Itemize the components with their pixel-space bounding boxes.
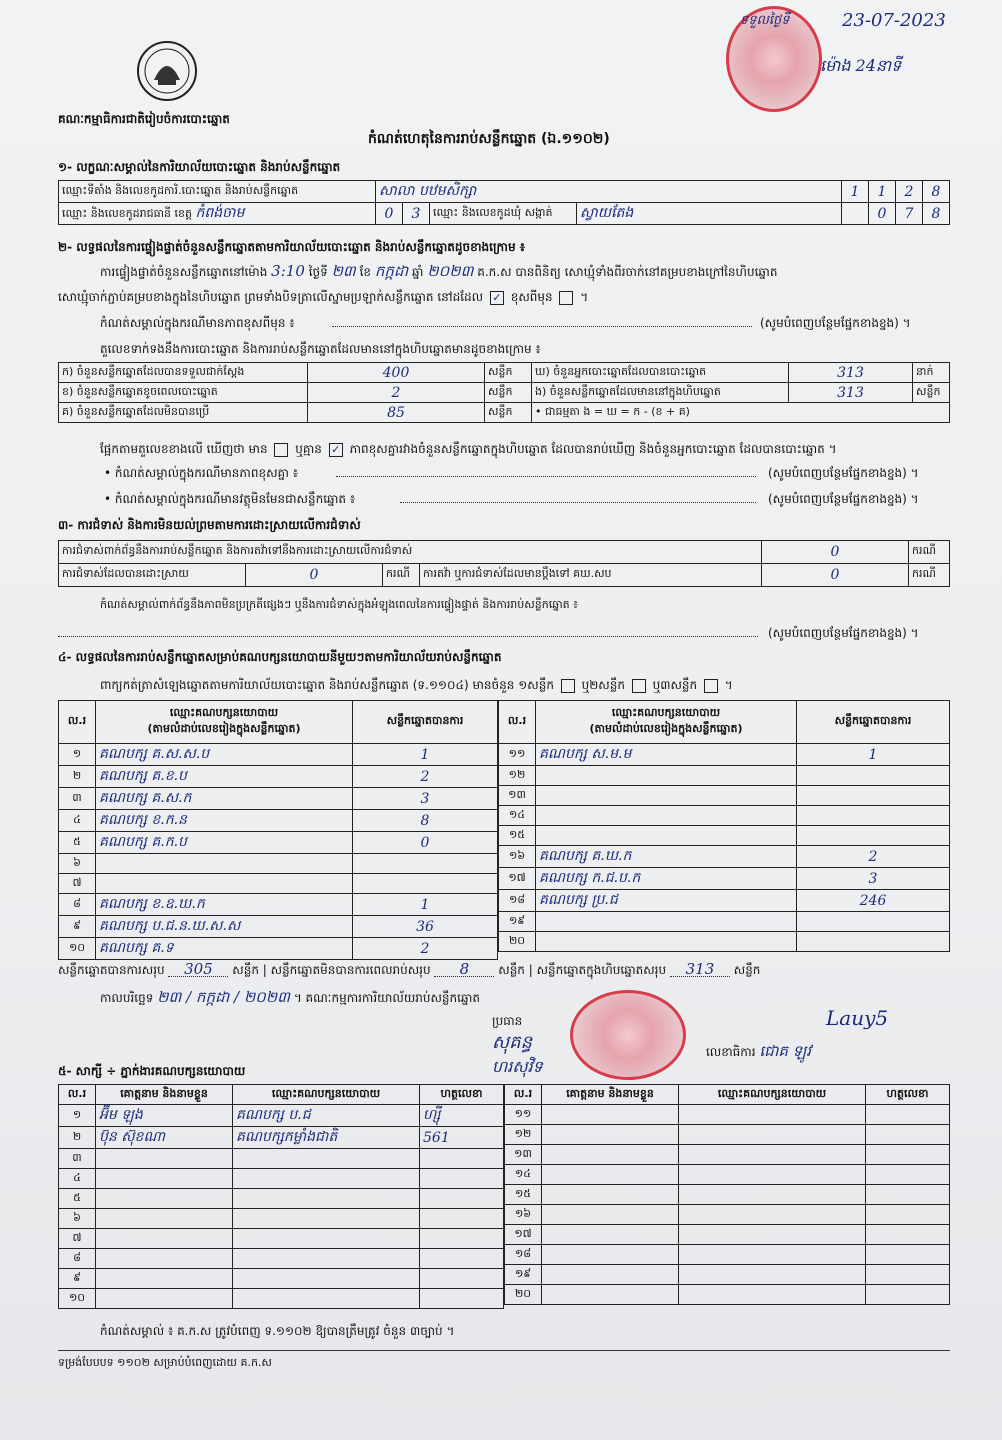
table-row [505, 1265, 950, 1285]
stamp-label: ទទួលថ្ងៃទី [740, 13, 790, 28]
party-name: គណបក្ស គ.ទ [96, 938, 353, 960]
table-row [59, 1189, 504, 1209]
row-no: ១៩ [505, 1265, 542, 1285]
fig-e-value: 313 [789, 383, 913, 403]
witness-name [96, 1269, 233, 1289]
org-line: គណៈកម្មាធិការជាតិរៀបចំការបោះឆ្នោត [58, 112, 230, 126]
witness-name [542, 1165, 679, 1185]
fig-b-value: 2 [308, 383, 485, 403]
resolved-label: ការជំទាស់ដែលបានដោះស្រាយ [59, 564, 246, 587]
section2-heading: ២- លទ្ធផលនៃការផ្ទៀងផ្ទាត់ចំនួនសន្លឹកឆ្នោតតាមការិយាល័យបោះឆ្នោត និងរាប់សន្លឹកឆ្នោតដូចខាងក្រោម ៖ [58, 240, 526, 254]
col-votes: សន្លឹកឆ្នោតបានការ [353, 701, 498, 744]
row-no: ១០ [59, 1289, 96, 1309]
party-votes [353, 854, 498, 874]
col-party: ឈ្មោះគណបក្សនយោបាយ [679, 1085, 866, 1105]
witness-sign [866, 1265, 950, 1285]
row-no: ១៥ [499, 826, 536, 846]
row-no: ២ [59, 1127, 96, 1149]
section4-heading: ៤- លទ្ធផលនៃការរាប់សន្លឹកឆ្នោតសម្រាប់គណបក្សនយោបាយនីមួយៗតាមការិយាល័យរាប់សន្លឹកឆ្នោត [58, 650, 502, 664]
fig-a-unit: សន្លឹក [485, 363, 532, 383]
table-row [505, 1105, 950, 1125]
witness-name [542, 1265, 679, 1285]
row-no: ៣ [59, 1149, 96, 1169]
col-votes: សន្លឹកឆ្នោតបានការ [797, 701, 950, 744]
fig-a-label: ក) ចំនួនសន្លឹកឆ្នោតដែលបានទទួលជាក់ស្តែង [59, 363, 308, 383]
witness-name [96, 1289, 233, 1309]
row-no: ១ [59, 1105, 96, 1127]
party-votes: 1 [353, 894, 498, 916]
row-no: ១៣ [505, 1145, 542, 1165]
table-row [505, 1165, 950, 1185]
table-row [505, 1245, 950, 1265]
site-code-4: 8 [923, 181, 950, 203]
party-name [96, 854, 353, 874]
witness-name [542, 1105, 679, 1125]
results-table-right [498, 700, 950, 952]
verify-time: 3:10 [271, 262, 305, 280]
sheets-2-checkbox[interactable] [632, 679, 646, 693]
table-row [59, 766, 498, 788]
bullet-diff: • កំណត់សម្គាល់ក្នុងករណីមានភាពខុសគ្នា ៖ [104, 466, 299, 480]
row-no: ៥ [59, 1189, 96, 1209]
bullet-object: • កំណត់សម្គាល់ក្នុងករណីមានវត្ថុមិនមែនជាសន្លឹកឆ្នោត ៖ [104, 492, 356, 506]
witness-sign [866, 1185, 950, 1205]
table-row [505, 1125, 950, 1145]
sheets-1-checkbox[interactable] [561, 679, 575, 693]
row-no: ៦ [59, 1209, 96, 1229]
witness-party [679, 1205, 866, 1225]
witness-party [233, 1169, 420, 1189]
party-name: គណបក្ស ប្រ.ជ [536, 890, 797, 912]
total-box: 313 [670, 962, 730, 977]
col-no: ល.រ [505, 1085, 542, 1105]
party-name: គណបក្ស គ.ខ.ប [96, 766, 353, 788]
witness-party [679, 1285, 866, 1305]
resolved-unit: ករណី [383, 564, 420, 587]
secretary-name: ជោគ ឡូវ [759, 1042, 811, 1060]
row-no: ១១ [505, 1105, 542, 1125]
footer-divider [58, 1350, 950, 1351]
witness-sign [866, 1225, 950, 1245]
witness-party: គណបក្ស ប.ជ [233, 1105, 420, 1127]
row-no: ១០ [59, 938, 96, 960]
table-row [59, 1229, 504, 1249]
witness-name [96, 1189, 233, 1209]
witness-name [542, 1185, 679, 1205]
table-row [59, 832, 498, 854]
totals-line: សន្លឹកឆ្នោតបានការសរុប 305 សន្លឹក | សន្លឹកឆ្នោតមិនបានការពេលរាប់សរុប 8 សន្លឹក | សន្លឹកឆ្នោតក្នុងហិបឆ្នោតសរុប 313 សន្លឹក [58, 960, 761, 978]
witness-party [679, 1105, 866, 1125]
row-no: ៤ [59, 810, 96, 832]
commune-code-empty [842, 203, 869, 225]
row-no: ៤ [59, 1169, 96, 1189]
resolved-value: 0 [246, 564, 383, 587]
row-no: ១២ [499, 766, 536, 786]
fig-e-label: ង) ចំនួនសន្លឹកឆ្នោតដែលមាននៅក្នុងហិបឆ្នោត [532, 383, 789, 403]
stamp-date: 23-07-2023 [842, 10, 946, 31]
site-value: សាលា បឋមសិក្សា [376, 181, 842, 203]
witness-table-right [504, 1084, 950, 1305]
row-no: ១២ [505, 1125, 542, 1145]
row-no: ១៤ [499, 806, 536, 826]
table-row [59, 1289, 504, 1309]
party-votes [797, 766, 950, 786]
witness-name [96, 1169, 233, 1189]
row-no: ១ [59, 744, 96, 766]
row-no: ៣ [59, 788, 96, 810]
fig-e-unit: សន្លឹក [913, 383, 950, 403]
witness-name [542, 1285, 679, 1305]
same-checkbox[interactable]: ✓ [490, 291, 504, 305]
table-row [499, 766, 950, 786]
witness-party [233, 1189, 420, 1209]
witness-party [233, 1209, 420, 1229]
row-no: ១៩ [499, 912, 536, 932]
row-no: ៥ [59, 832, 96, 854]
party-name [96, 874, 353, 894]
discrepancy-yes-checkbox[interactable] [274, 443, 288, 457]
fig-c-label: គ) ចំនួនសន្លឹកឆ្នោតដែលមិនបានប្រើ [59, 403, 308, 423]
fig-d-unit: នាក់ [913, 363, 950, 383]
table-row [499, 826, 950, 846]
witness-name [96, 1209, 233, 1229]
site-code-1: 1 [842, 181, 869, 203]
diff-note-label: កំណត់សម្គាល់ក្នុងករណីមានភាពខុសពីមុន ៖ [100, 316, 295, 330]
table-row [59, 744, 498, 766]
witness-name: ប៊ុន ស៊ុខណា [96, 1127, 233, 1149]
table-row [59, 916, 498, 938]
site-code-2: 1 [869, 181, 896, 203]
witness-party [233, 1229, 420, 1249]
irregularity-suffix: (សូមបំពេញបន្ថែមផ្នែកខាងខ្នង) ។ [768, 626, 919, 640]
party-name: គណបក្ស គ.ស.ក [96, 788, 353, 810]
table-row [499, 806, 950, 826]
witness-sign [866, 1285, 950, 1305]
party-votes [797, 806, 950, 826]
form-title: កំណត់ហេតុនៃការរាប់សន្លឹកឆ្នោត (ឯ.១១០២) [368, 131, 610, 147]
col-name: គោត្តនាម និងនាមខ្លួន [542, 1085, 679, 1105]
objection-label: ការជំទាស់ពាក់ព័ន្ធនឹងការរាប់សន្លឹកឆ្នោត និងការតវ៉ាទៅនឹងការដោះស្រាយលើការជំទាស់ [59, 541, 762, 564]
table-row [499, 786, 950, 806]
party-name: គណបក្ស គ.ស.ស.ប [96, 744, 353, 766]
tally-sheets-line: ពាក្យកត់ត្រាសំឡេងឆ្នោតតាមការិយាល័យបោះឆ្នោត និងរាប់សន្លឹកឆ្នោត (ទ.១១០៤) មានចំនួន ១សន្លឹក ឬ២សន្លឹក ឬ៣សន្លឹក ។ [100, 678, 733, 692]
party-votes: 2 [797, 846, 950, 868]
stamp-extra: ម៉ោង 24នាទី [820, 56, 902, 75]
col-name: គោត្តនាម និងនាមខ្លួន [96, 1085, 233, 1105]
diff-note-suffix: (សូមបំពេញបន្ថែមផ្នែកខាងខ្នង) ។ [760, 316, 911, 330]
row-no: ៦ [59, 854, 96, 874]
section1-table [58, 180, 950, 225]
official-seal [570, 990, 686, 1080]
commune-code-2: 7 [896, 203, 923, 225]
party-name: គណបក្ស គ.ឃ.ក [536, 846, 797, 868]
row-no: ៧ [59, 874, 96, 894]
footer-text: ទម្រង់បែបបទ ១១០២ សម្រាប់បំពេញដោយ គ.ក.ស [58, 1356, 272, 1369]
section3-heading: ៣- ការជំទាស់ និងការមិនយល់ព្រមតាមការដោះស្រាយលើការជំទាស់ [58, 518, 361, 532]
table-row [59, 938, 498, 960]
province-code-1: 0 [376, 203, 403, 225]
party-name: គណបក្ស ក.ជ.ប.ក [536, 868, 797, 890]
witness-name [96, 1229, 233, 1249]
witness-sign [866, 1125, 950, 1145]
table-row [505, 1185, 950, 1205]
witness-sign [420, 1149, 504, 1169]
witness-party [679, 1165, 866, 1185]
witness-sign [420, 1189, 504, 1209]
fig-c-unit: សន្លឹក [485, 403, 532, 423]
col-party: ឈ្មោះគណបក្សនយោបាយ (តាមលំដាប់លេខរៀងក្នុងសន្លឹកឆ្នោត) [536, 701, 797, 744]
bullet-object-suffix: (សូមបំពេញបន្ថែមផ្នែកខាងខ្នង) ។ [768, 492, 919, 506]
nec-logo [136, 40, 198, 102]
secretary-signature: Lauy5 [826, 1006, 889, 1030]
row-no: ៩ [59, 1269, 96, 1289]
party-votes [797, 932, 950, 952]
province-code-2: 3 [403, 203, 430, 225]
witness-party [679, 1265, 866, 1285]
table-row [499, 846, 950, 868]
table-row [59, 1105, 504, 1127]
commune-label: ឈ្មោះ និងលេខកូដឃុំ សង្កាត់ [430, 203, 577, 225]
table-row [59, 894, 498, 916]
appeal-value: 0 [762, 564, 909, 587]
table-row [59, 810, 498, 832]
party-votes: 8 [353, 810, 498, 832]
fig-c-value: 85 [308, 403, 485, 423]
witness-sign [420, 1209, 504, 1229]
chair-signature: សុគន្ធ [492, 1032, 532, 1053]
table-row [499, 868, 950, 890]
bullet-diff-suffix: (សូមបំពេញបន្ថែមផ្នែកខាងខ្នង) ។ [768, 466, 919, 480]
fig-b-label: ខ) ចំនួនសន្លឹកឆ្នោតខូចពេលបោះឆ្នោត [59, 383, 308, 403]
witness-name [542, 1245, 679, 1265]
table-row [59, 1249, 504, 1269]
party-votes: 36 [353, 916, 498, 938]
verify-line-2: សោឃ្មុំចាក់ភ្ជាប់គម្របខាងក្នុងនៃហិបឆ្នោត ព្រមទាំងបិទត្រាលើស្នាមប្រឡាក់សន្លឹកឆ្នោត នៅដដែល ✓ ខុសពីមុន ។ [58, 290, 589, 304]
party-votes: 0 [353, 832, 498, 854]
table-row [499, 744, 950, 766]
row-no: ៨ [59, 894, 96, 916]
fig-d-value: 313 [789, 363, 913, 383]
row-no: ៧ [59, 1229, 96, 1249]
party-votes: 1 [353, 744, 498, 766]
witness-name [542, 1225, 679, 1245]
appeal-label: ការតវ៉ា ឬការជំទាស់ដែលមានប្តឹងទៅ គឃ.សប [420, 564, 762, 587]
verify-month: កក្កដា [374, 262, 409, 280]
party-name [536, 806, 797, 826]
party-votes: 1 [797, 744, 950, 766]
party-votes [797, 826, 950, 846]
row-no: ១១ [499, 744, 536, 766]
col-no: ល.រ [499, 701, 536, 744]
witness-name [96, 1249, 233, 1269]
party-name: គណបក្ស ស.ម.ម [536, 744, 797, 766]
witness-sign [866, 1245, 950, 1265]
row-no: ១៨ [499, 890, 536, 912]
col-party: ឈ្មោះគណបក្សនយោបាយ (តាមលំដាប់លេខរៀងក្នុងសន្លឹកឆ្នោត) [96, 701, 353, 744]
witness-name [96, 1149, 233, 1169]
sheets-3-checkbox[interactable] [704, 679, 718, 693]
col-sign: ហត្ថលេខា [420, 1085, 504, 1105]
table-row [499, 912, 950, 932]
row-no: ២០ [499, 932, 536, 952]
section5-heading: ៥- សាក្សី ÷ ភ្នាក់ងារគណបក្សនយោបាយ [58, 1064, 246, 1078]
party-votes [353, 874, 498, 894]
party-votes [797, 912, 950, 932]
commune-value: ស្វាយតែង [577, 203, 842, 225]
objection-value: 0 [762, 541, 909, 564]
table-row [59, 1149, 504, 1169]
table-row [499, 932, 950, 952]
row-no: ៩ [59, 916, 96, 938]
witness-sign [866, 1105, 950, 1125]
table-row [505, 1145, 950, 1165]
witness-sign: 561 [420, 1127, 504, 1149]
total-invalid: 8 [434, 962, 494, 977]
col-sign: ហត្ថលេខា [866, 1085, 950, 1105]
witness-sign [420, 1249, 504, 1269]
figures-table [58, 362, 950, 423]
col-no: ល.រ [59, 701, 96, 744]
table-row [499, 890, 950, 912]
row-no: ១៦ [499, 846, 536, 868]
table-row [59, 854, 498, 874]
verify-line-1: ការផ្ទៀងផ្ទាត់ចំនួនសន្លឹកឆ្នោតនៅម៉ោង 3:10 ថ្ងៃទី ២៣ ខែ កក្កដា ឆ្នាំ ២០២៣ គ.ក.ស បានពិនិត្យ សោឃ្មុំទាំងពីរចាក់នៅគម្របខាងក្រៅនៃហិបឆ្នោត [100, 262, 778, 280]
party-votes: 2 [353, 938, 498, 960]
table-row [59, 1127, 504, 1149]
table-row [59, 1209, 504, 1229]
fig-b-unit: សន្លឹក [485, 383, 532, 403]
party-votes: 3 [797, 868, 950, 890]
witness-party [233, 1289, 420, 1309]
date-line: កាលបរិច្ឆេទ ២៣ / កក្កដា / ២០២៣ ។ គណៈកម្មការការិយាល័យរាប់សន្លឹកឆ្នោត [100, 988, 480, 1006]
party-name [536, 826, 797, 846]
witness-name: អ៊ឹម ឡុង [96, 1105, 233, 1127]
party-name: គណបក្ស គ.ក.ប [96, 832, 353, 854]
secretary-line: លេខាធិការ ជោគ ឡូវ [706, 1042, 811, 1060]
fig-a-value: 400 [308, 363, 485, 383]
commune-code-3: 8 [923, 203, 950, 225]
witness-sign [866, 1165, 950, 1185]
party-votes: 246 [797, 890, 950, 912]
col-party: ឈ្មោះគណបក្សនយោបាយ [233, 1085, 420, 1105]
witness-party [679, 1185, 866, 1205]
site-code-3: 2 [896, 181, 923, 203]
verify-year: ២០២៣ [427, 262, 474, 280]
total-valid: 305 [168, 962, 228, 977]
witness-party [233, 1249, 420, 1269]
col-no: ល.រ [59, 1085, 96, 1105]
party-name: គណបក្ស ប.ជ.ន.ឃ.ស.ស [96, 916, 353, 938]
irregularity-note: កំណត់សម្គាល់ពាក់ព័ន្ធនឹងភាពមិនប្រក្រតីផ្សេងៗ ឬនឹងការជំទាស់ក្នុងអំឡុងពេលនៃការផ្ទៀងផ្ទាត់ និងការរាប់សន្លឹកឆ្នោត ៖ [100, 598, 578, 611]
row-no: ១៧ [505, 1225, 542, 1245]
row-no: ១៤ [505, 1165, 542, 1185]
table-row [59, 1169, 504, 1189]
witness-sign [420, 1289, 504, 1309]
table-row [59, 788, 498, 810]
party-name: គណបក្ស ខ.ក.ន [96, 810, 353, 832]
site-label: ឈ្មោះទីតាំង និងលេខកូដការិ.បោះឆ្នោត និងរាប់សន្លឹកឆ្នោត [59, 181, 376, 203]
party-votes: 2 [353, 766, 498, 788]
table-row [505, 1205, 950, 1225]
discrepancy-line: ផ្អែកតាមតួលេខខាងលើ ឃើញថា មាន ឬគ្មាន ✓ ភាពខុសគ្នារវាងចំនួនសន្លឹកឆ្នោតក្នុងហិបឆ្នោត ដែលបានរាប់ឃើញ និងចំនួនអ្នកបោះឆ្នោត ដែលបានបោះឆ្នោត ។ [100, 442, 837, 456]
commune-code-1: 0 [869, 203, 896, 225]
date-value: ២៣ / កក្កដា / ២០២៣ [157, 988, 290, 1006]
witness-party [679, 1245, 866, 1265]
witness-sign [420, 1269, 504, 1289]
witness-party [233, 1149, 420, 1169]
row-no: ១៧ [499, 868, 536, 890]
witness-party [233, 1269, 420, 1289]
table-row [59, 1269, 504, 1289]
row-no: ១៨ [505, 1245, 542, 1265]
witness-name [542, 1145, 679, 1165]
province-value: កំពង់ចាម [195, 205, 245, 221]
witness-sign [866, 1205, 950, 1225]
party-name [536, 912, 797, 932]
province-label: ឈ្មោះ និងលេខកូដរាជធានី ខេត្ត កំពង់ចាម [59, 203, 376, 225]
row-no: ៨ [59, 1249, 96, 1269]
row-no: ១៥ [505, 1185, 542, 1205]
witness-table-left [58, 1084, 504, 1309]
row-no: ១៦ [505, 1205, 542, 1225]
witness-sign [866, 1145, 950, 1165]
footnote: កំណត់សម្គាល់ ៖ គ.ក.ស ត្រូវបំពេញ ទ.១១០២ ឱ្យបានត្រឹមត្រូវ ចំនួន ៣ច្បាប់ ។ [100, 1324, 455, 1338]
fig-formula: • ជាធម្មតា ង = ឃ = ក - (ខ + គ) [532, 403, 950, 423]
party-votes: 3 [353, 788, 498, 810]
chair-label: ប្រធាន [492, 1014, 523, 1028]
witness-name [542, 1205, 679, 1225]
table-row [505, 1225, 950, 1245]
witness-party [679, 1225, 866, 1245]
party-name: គណបក្ស ខ.ឧ.ឃ.ក [96, 894, 353, 916]
witness-party [679, 1145, 866, 1165]
section1-heading: ១- លក្ខណៈសម្គាល់នៃការិយាល័យបោះឆ្នោត និងរាប់សន្លឹកឆ្នោត [58, 160, 341, 174]
witness-sign [420, 1169, 504, 1189]
chair-name: ហរសុវិទ [492, 1057, 543, 1076]
witness-name [542, 1125, 679, 1145]
witness-party [679, 1125, 866, 1145]
party-name [536, 932, 797, 952]
figures-intro: តួលេខទាក់ទងនឹងការបោះឆ្នោត និងការរាប់សន្លឹកឆ្នោតដែលមាននៅក្នុងហិបឆ្នោតមានដូចខាងក្រោម ៖ [100, 342, 541, 356]
party-name [536, 766, 797, 786]
table-row [505, 1285, 950, 1305]
appeal-unit: ករណី [909, 564, 950, 587]
witness-party: គណបក្សកម្លាំងជាតិ [233, 1127, 420, 1149]
verify-day: ២៣ [331, 262, 356, 280]
different-checkbox[interactable] [559, 291, 573, 305]
objection-table [58, 540, 950, 587]
table-row [59, 874, 498, 894]
witness-sign [420, 1229, 504, 1249]
party-name [536, 786, 797, 806]
witness-sign: ហ្ស៊ី [420, 1105, 504, 1127]
fig-d-label: ឃ) ចំនួនអ្នកបោះឆ្នោតដែលបានបោះឆ្នោត [532, 363, 789, 383]
row-no: ២០ [505, 1285, 542, 1305]
row-no: ១៣ [499, 786, 536, 806]
results-table-left [58, 700, 498, 960]
party-votes [797, 786, 950, 806]
discrepancy-no-checkbox[interactable]: ✓ [329, 443, 343, 457]
objection-unit: ករណី [909, 541, 950, 564]
row-no: ២ [59, 766, 96, 788]
